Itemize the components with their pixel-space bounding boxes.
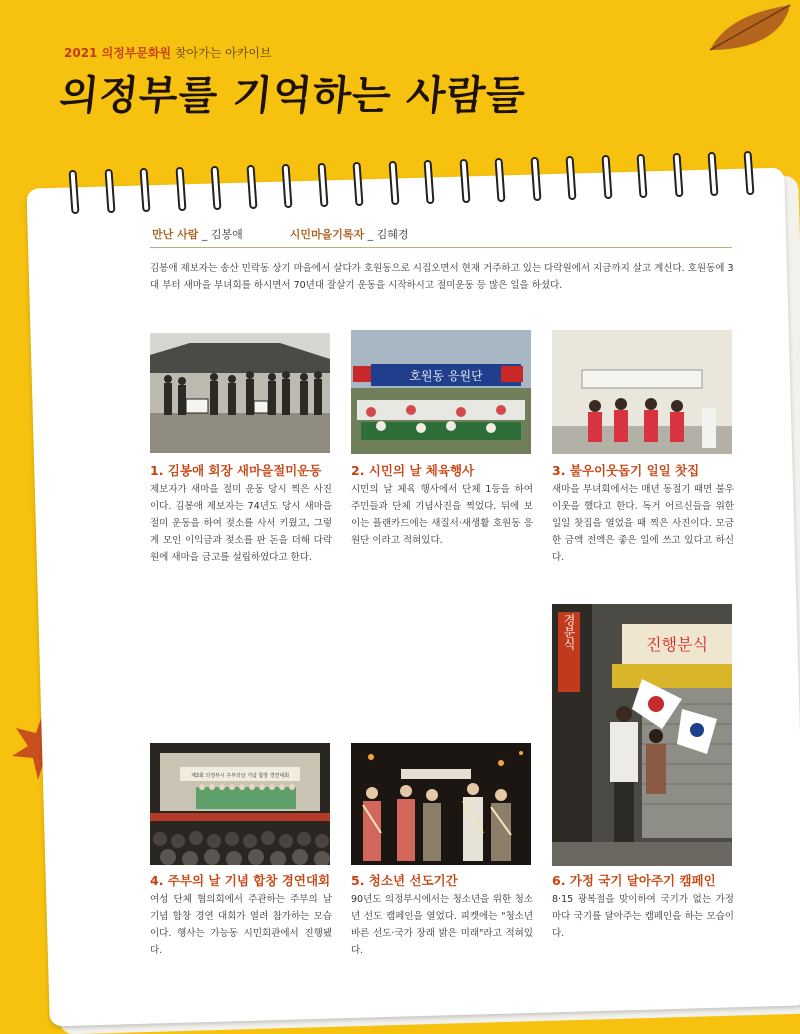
interview-meta: [152, 226, 408, 242]
item-3-title: 3. 불우이웃돕기 일일 찻집: [552, 463, 700, 478]
spiral-ring: [423, 160, 434, 204]
item-1-title: 1. 김봉애 회장 새마을절미운동: [150, 463, 322, 478]
item-2-title: 2. 시민의 날 체육행사: [351, 463, 475, 478]
item-3-body: 새마을 부녀회에서는 매년 동절기 때면 불우이웃을 했다고 한다. 독거 어르신들을 위한 일일 찻집을 열었을 때 찍은 사진이다. 모금한 금액 전액은 좋은 일에 쓰고 있다고 하신다.: [552, 484, 734, 563]
divider: [150, 247, 732, 248]
header-label: [64, 44, 272, 61]
stage-banner: 제3회 의정부시 주부의날 기념 합창 경연대회: [190, 773, 290, 779]
spiral-ring: [210, 166, 221, 210]
recorder-name: _ 김혜경: [364, 228, 409, 241]
item-6-title: 6. 가정 국기 달아주기 캠페인: [552, 873, 716, 888]
spiral-ring: [139, 168, 150, 212]
banner-text: 호원동 응원단: [409, 369, 483, 383]
item-6-body: 8·15 광복절을 맞이하여 국기가 없는 가정마다 국기를 달아주는 캠페인을 하는 모습이다.: [552, 894, 734, 939]
page-title: 의정부를 기억하는 사람들: [57, 72, 529, 119]
spiral-ring: [707, 152, 718, 196]
photo-6: [552, 604, 732, 866]
header-subtitle: 찾아가는 아카이브: [171, 46, 272, 60]
brand-name: 2021 의정부문화원: [64, 46, 172, 60]
photo-3: [552, 330, 732, 454]
shop-sign: 진행분식: [646, 635, 708, 654]
spiral-ring: [68, 170, 79, 214]
spiral-ring: [352, 162, 363, 206]
item-5-title: 5. 청소년 선도기간: [351, 873, 458, 888]
spiral-ring: [281, 164, 292, 208]
spiral-ring: [494, 158, 505, 202]
photo-5: [351, 743, 531, 865]
recorder-label: 시민마을기록자: [289, 228, 365, 241]
intro-text: 김봉애 제보자는 송산 민락동 상기 마을에서 살다가 호원동으로 시집오면서 현재 거주하고 있는 다락원에서 지금까지 살고 계신다. 호원동에 3대 부터 새마을 부녀회를 하시면서 70년대 잘살기 운동을 시작하시고 절미운동 등 많은 일을 하셨다.: [150, 263, 734, 291]
spiral-ring: [565, 156, 576, 200]
photo-4: [150, 743, 330, 865]
item-1-body: 제보자가 새마을 절미 운동 당시 찍은 사진이다. 김봉애 제보자는 74년도 당시 새마을 절미 운동을 하여 젖소를 사서 키웠고, 그렇게 모인 이익금과 젖소를 판 돈을 더해 다락원에 새마을 금고를 설립하였다고 한다.: [150, 484, 332, 563]
interviewee-label: 만난 사람: [152, 228, 199, 241]
interviewee-name: _ 김봉애: [198, 228, 243, 241]
maple-leaf-top-right-icon: [690, 0, 800, 60]
photo-2: [351, 330, 531, 454]
item-2-body: 시민의 날 체육 행사에서 단체 1등을 하여 주민들과 단체 기념사진을 찍었다. 뒤에 보이는 플랜카드에는 새질서·새생활 호원동 응원단 이라고 적혀있다.: [351, 484, 533, 546]
item-4-title: 4. 주부의 날 기념 합창 경연대회: [150, 873, 331, 888]
item-5-body: 90년도 의정부시에서는 청소년을 위한 청소년 선도 캠페인을 열었다. 피켓에는 "청소년 바른 선도·국가 장래 밝은 미래"라고 적혀있다.: [351, 894, 533, 956]
spiral-ring: [636, 154, 647, 198]
item-4-body: 여성 단체 협의회에서 주관하는 주부의 날 기념 합창 경연 대회가 열려 참가하는 모습이다. 행사는 가능동 시민회관에서 진행됐다.: [150, 894, 332, 956]
shop-sign-vertical: 경분식: [562, 614, 576, 650]
photo-1: [150, 333, 330, 453]
